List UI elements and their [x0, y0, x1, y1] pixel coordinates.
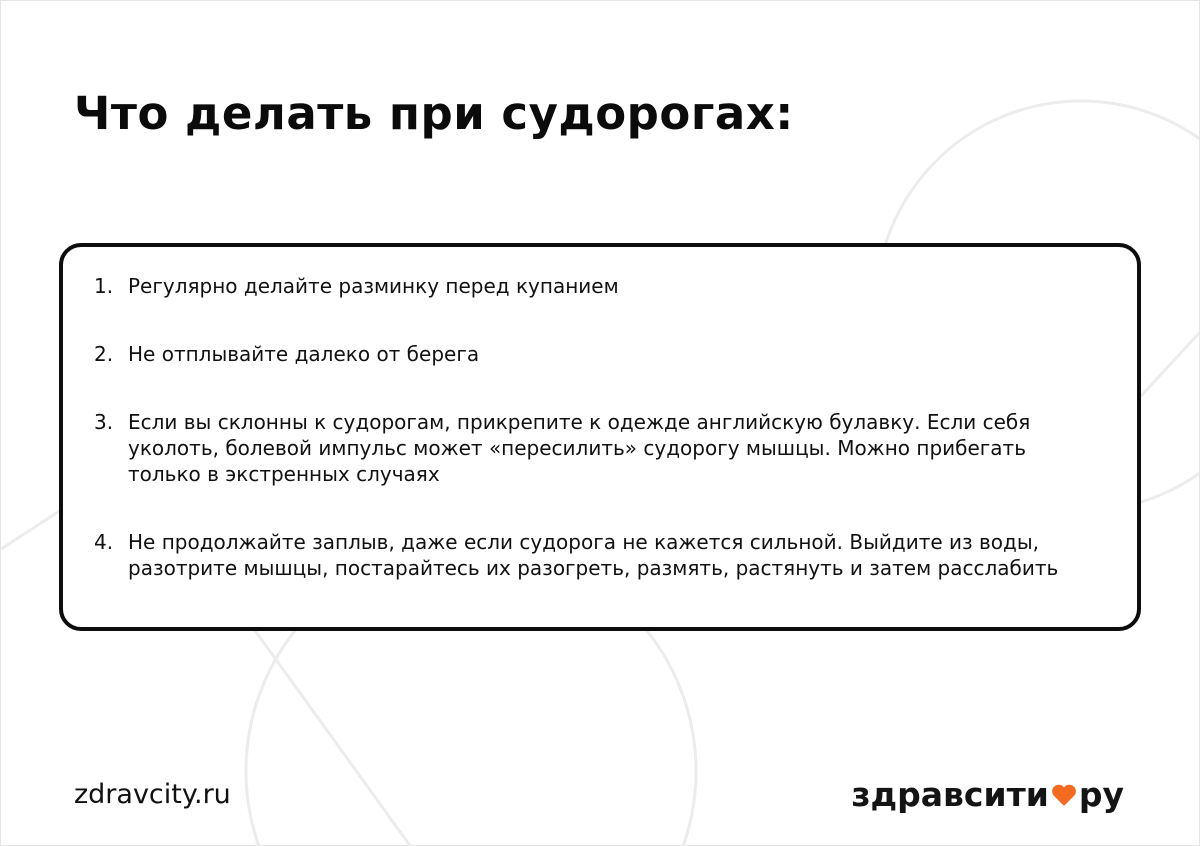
site-url: zdravcity.ru	[74, 779, 231, 810]
tips-card	[59, 243, 1141, 631]
item-text: Регулярно делайте разминку перед купанием	[128, 274, 619, 298]
logo-text-left: здравсити	[851, 775, 1049, 814]
list-item	[94, 529, 1077, 581]
heart-icon	[1051, 783, 1077, 807]
logo-text-right: ру	[1078, 775, 1124, 814]
item-number: 2.	[94, 342, 114, 366]
item-number: 3.	[94, 410, 114, 434]
list-item	[94, 409, 1077, 487]
item-number: 1.	[94, 274, 114, 298]
item-number: 4.	[94, 530, 114, 554]
list-item	[94, 273, 1077, 299]
brand-logo	[851, 775, 1124, 814]
item-text: Если вы склонны к судорогам, прикрепите к одежде английскую булавку. Если себя уколоть, болевой импульс может «пересилить» судорогу мышцы. Можно прибегать только в экстренных случаях	[128, 410, 1031, 486]
item-text: Не продолжайте заплыв, даже если судорога не кажется сильной. Выйдите из воды, разотрите мышцы, постарайтесь их разогреть, размять, растянуть и затем расслабить	[128, 530, 1059, 580]
list-item	[94, 341, 1077, 367]
page-title: Что делать при судорогах:	[74, 87, 794, 140]
item-text: Не отплывайте далеко от берега	[128, 342, 480, 366]
